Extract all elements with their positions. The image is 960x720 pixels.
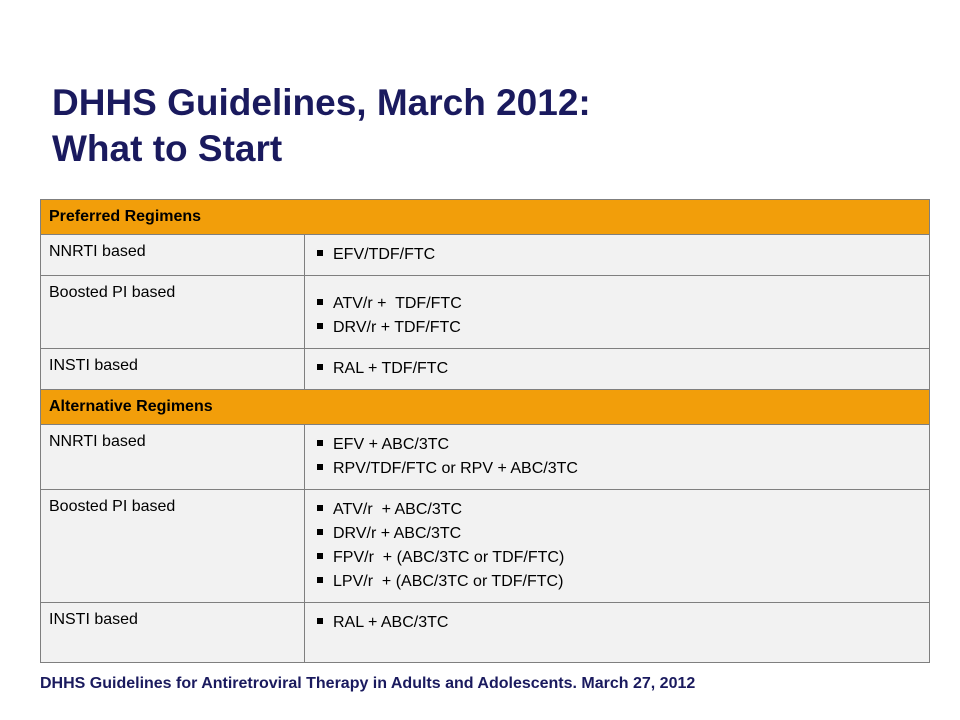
regimen-category: INSTI based	[41, 349, 305, 390]
table-row	[41, 349, 930, 390]
regimen-item: EFV + ABC/3TC	[317, 433, 921, 457]
table-row	[41, 235, 930, 276]
regimen-item: LPV/r + (ABC/3TC or TDF/FTC)	[317, 570, 921, 594]
bullet-icon	[317, 299, 323, 305]
regimen-item: DRV/r + TDF/FTC	[317, 316, 921, 340]
bullet-icon	[317, 529, 323, 535]
bullet-icon	[317, 323, 323, 329]
regimen-category: INSTI based	[41, 603, 305, 663]
slide-title-line-2: What to Start	[52, 128, 283, 169]
bullet-icon	[317, 440, 323, 446]
regimen-items	[305, 235, 930, 276]
regimen-category: NNRTI based	[41, 425, 305, 490]
bullet-icon	[317, 577, 323, 583]
table-row	[41, 603, 930, 663]
table-row	[41, 490, 930, 603]
regimen-item: ATV/r + TDF/FTC	[317, 292, 921, 316]
regimen-items	[305, 276, 930, 349]
slide-title-line-1: DHHS Guidelines, March 2012:	[52, 82, 591, 123]
citation-footer: DHHS Guidelines for Antiretroviral Therapy in Adults and Adolescents. March 27, 2012	[40, 675, 696, 692]
regimen-category: NNRTI based	[41, 235, 305, 276]
bullet-icon	[317, 364, 323, 370]
regimen-items	[305, 490, 930, 603]
regimen-item: RPV/TDF/FTC or RPV + ABC/3TC	[317, 457, 921, 481]
bullet-icon	[317, 505, 323, 511]
regimen-item: ATV/r + ABC/3TC	[317, 498, 921, 522]
table-row	[41, 425, 930, 490]
preferred-regimens-header: Preferred Regimens	[41, 200, 930, 235]
regimen-category: Boosted PI based	[41, 490, 305, 603]
regimen-category: Boosted PI based	[41, 276, 305, 349]
regimens-table	[40, 199, 930, 663]
slide-title	[52, 80, 591, 172]
regimen-item: FPV/r + (ABC/3TC or TDF/FTC)	[317, 546, 921, 570]
regimen-item: EFV/TDF/FTC	[317, 243, 921, 267]
alternative-regimens-header-row	[41, 390, 930, 425]
regimen-item: RAL + ABC/3TC	[317, 611, 921, 635]
preferred-regimens-header-row	[41, 200, 930, 235]
regimen-item: DRV/r + ABC/3TC	[317, 522, 921, 546]
bullet-icon	[317, 553, 323, 559]
regimen-items	[305, 349, 930, 390]
regimen-items	[305, 425, 930, 490]
bullet-icon	[317, 618, 323, 624]
bullet-icon	[317, 250, 323, 256]
bullet-icon	[317, 464, 323, 470]
regimen-items	[305, 603, 930, 663]
table-row	[41, 276, 930, 349]
regimen-item: RAL + TDF/FTC	[317, 357, 921, 381]
alternative-regimens-header: Alternative Regimens	[41, 390, 930, 425]
